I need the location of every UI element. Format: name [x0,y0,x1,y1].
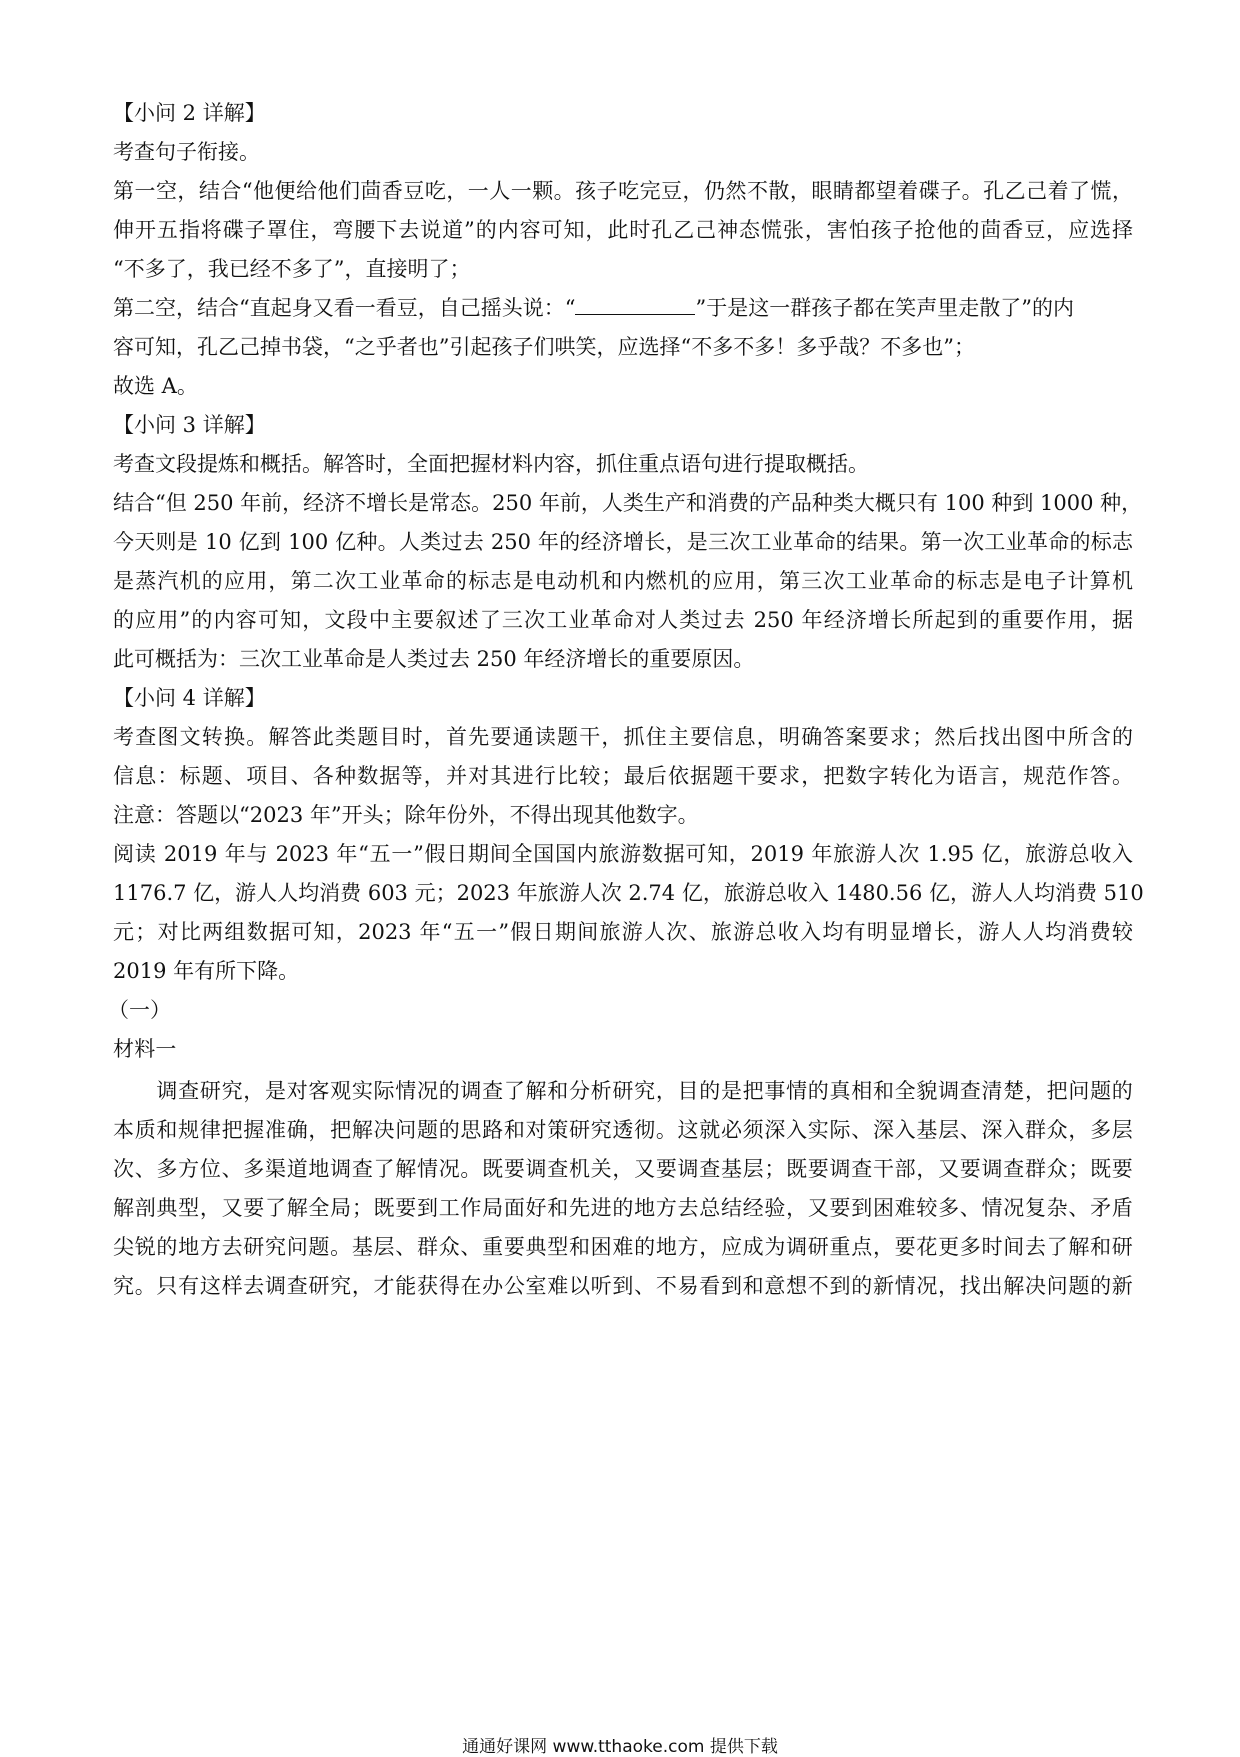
material-line-1: 调查研究，是对客观实际情况的调查了解和分析研究，目的是把事情的真相和全貌调查清楚，把问题的 [113,1079,1133,1103]
material-line-5: 尖锐的地方去研究问题。基层、群众、重要典型和困难的地方，应成为调研重点，要花更多时间去了解和研 [113,1235,1133,1259]
q4-line-4: 阅读 2019 年与 2023 年“五一”假日期间全国国内旅游数据可知，2019 年旅游人次 1.95 亿，旅游总收入 [113,842,1133,866]
q2-line-4-start: 第二空，结合“直起身又看一看豆，自己摇头说：“ [113,296,576,320]
q3-line-4: 的应用”的内容可知，文段中主要叙述了三次工业革命对人类过去 250 年经济增长所起到的重要作用，据 [113,608,1133,632]
q2-line-4-end: ”于是这一群孩子都在笑声里走散了”的内 [695,296,1074,320]
section-title: （一） [108,998,171,1022]
q4-line-6: 元；对比两组数据可知，2023 年“五一”假日期间旅游人次、旅游总收入均有明显增长，游人人均消费较 [113,920,1133,944]
q3-line-2: 今天则是 10 亿到 100 亿种。人类过去 250 年的经济增长，是三次工业革命的结果。第一次工业革命的标志 [113,530,1133,554]
q2-line-6: 故选 A。 [113,374,198,398]
material-line-4: 解剖典型，又要了解全局；既要到工作局面好和先进的地方去总结经验，又要到困难较多、情况复杂、矛盾 [113,1196,1133,1220]
q2-header: 【小问 2 详解】 [113,101,266,125]
q4-line-3: 注意：答题以“2023 年”开头；除年份外，不得出现其他数字。 [113,803,699,827]
q3-header: 【小问 3 详解】 [113,413,266,437]
q2-line-4 [113,294,1133,322]
page-footer: 通通好课网 www.tthaoke.com 提供下载 [462,1737,778,1757]
q3-line-3: 是蒸汽机的应用，第二次工业革命的标志是电动机和内燃机的应用，第三次工业革命的标志是电子计算机 [113,569,1133,593]
material-line-6: 究。只有这样去调查研究，才能获得在办公室难以听到、不易看到和意想不到的新情况，找出解决问题的新 [113,1274,1133,1298]
material-title: 材料一 [113,1037,177,1061]
q4-line-2: 信息：标题、项目、各种数据等，并对其进行比较；最后依据题干要求，把数字转化为语言，规范作答。 [113,764,1133,788]
q2-line-5: 容可知，孔乙己掉书袋，“之乎者也”引起孩子们哄笑，应选择“不多不多！多乎哉？不多也”； [113,335,975,359]
q4-line-5: 1176.7 亿，游人人均消费 603 元；2023 年旅游人次 2.74 亿，旅游总收入 1480.56 亿，游人人均消费 510 [113,881,1144,905]
q4-line-1: 考查图文转换。解答此类题目时，首先要通读题干，抓住主要信息，明确答案要求；然后找出图中所含的 [113,725,1133,749]
q2-line-1: 第一空，结合“他便给他们茴香豆吃，一人一颗。孩子吃完豆，仍然不散，眼睛都望着碟子。孔乙己着了慌， [113,179,1133,203]
material-line-3: 次、多方位、多渠道地调查了解情况。既要调查机关，又要调查基层；既要调查干部，又要调查群众；既要 [113,1157,1133,1181]
q4-header: 【小问 4 详解】 [113,686,266,710]
q3-line-5: 此可概括为：三次工业革命是人类过去 250 年经济增长的重要原因。 [113,647,755,671]
q4-line-7: 2019 年有所下降。 [113,959,300,983]
q3-line-1: 结合“但 250 年前，经济不增长是常态。250 年前，人类生产和消费的产品种类大概只有 100 种到 1000 种， [113,491,1143,515]
q2-line-3: “不多了，我已经不多了”，直接明了； [113,257,471,281]
material-line-2: 本质和规律把握准确，把解决问题的思路和对策研究透彻。这就必须深入实际、深入基层、深入群众，多层 [113,1118,1133,1142]
answer-blank [575,296,695,315]
q2-intro: 考查句子衔接。 [113,140,260,164]
q2-line-2: 伸开五指将碟子罩住，弯腰下去说道”的内容可知，此时孔乙己神态慌张，害怕孩子抢他的茴香豆，应选择 [113,218,1133,242]
q3-intro: 考查文段提炼和概括。解答时，全面把握材料内容，抓住重点语句进行提取概括。 [113,452,869,476]
